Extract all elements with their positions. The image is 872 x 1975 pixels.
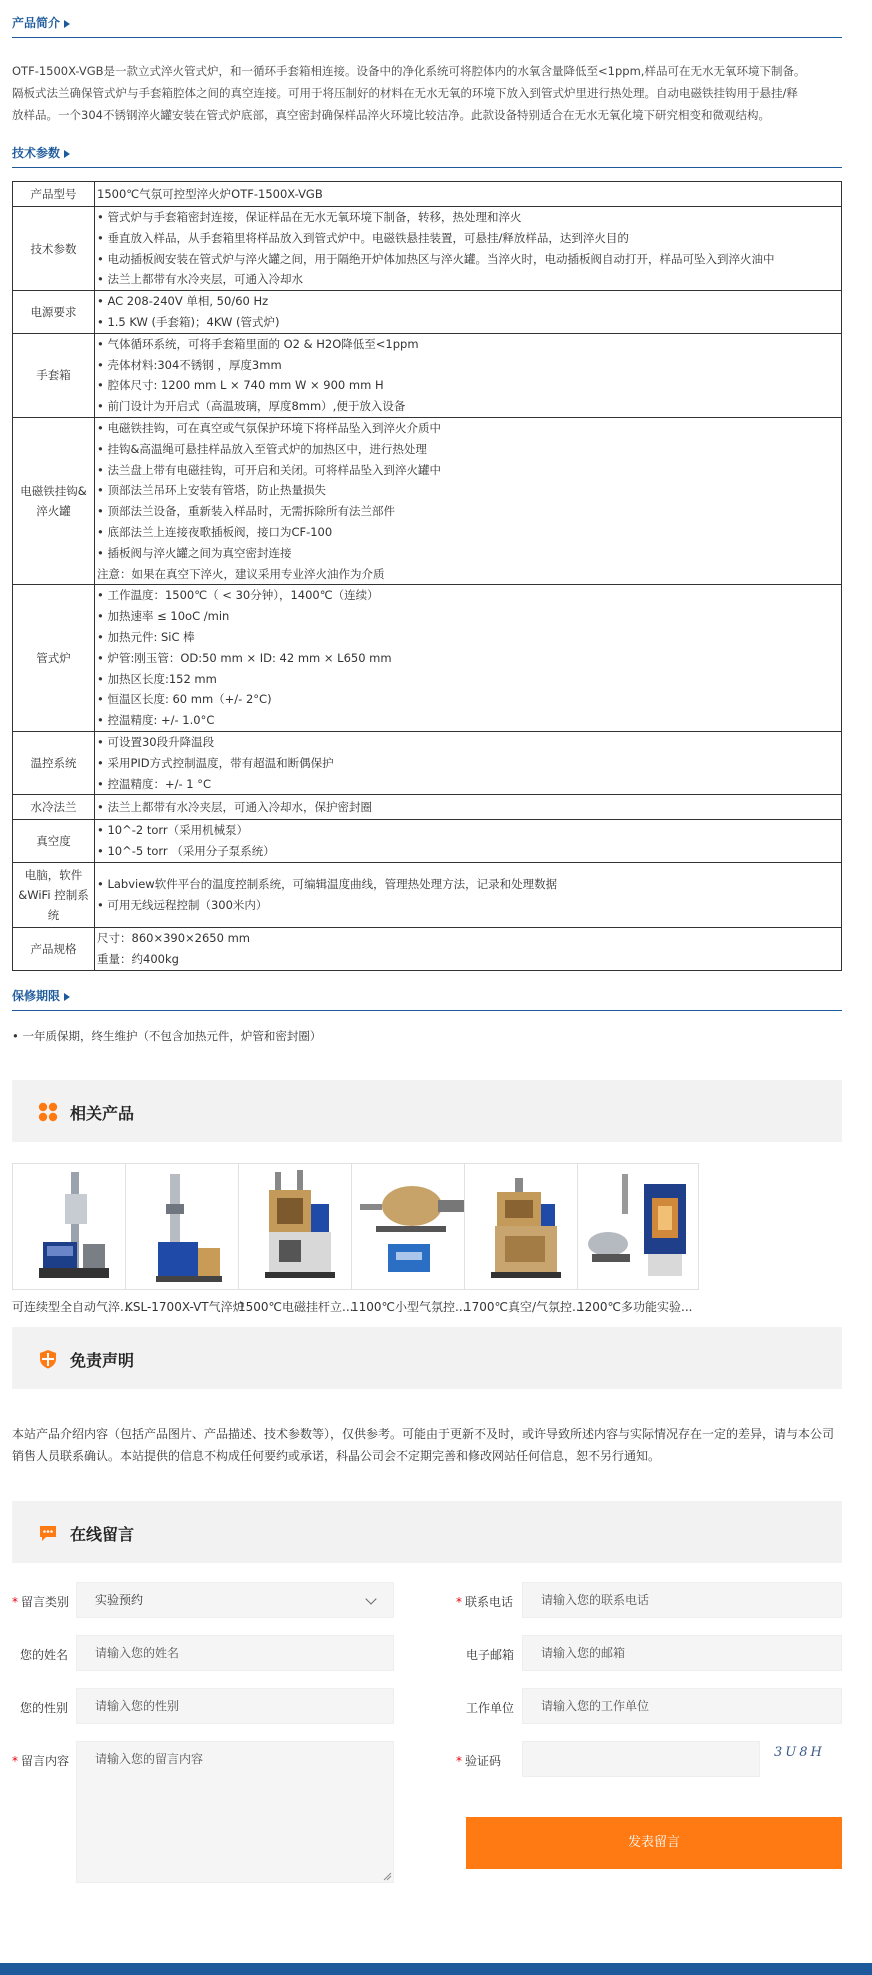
- intro-section-header: [12, 10, 842, 38]
- related-product-card[interactable]: [464, 1163, 588, 1315]
- spec-value: [95, 585, 842, 732]
- grid-icon: [38, 1102, 58, 1122]
- product-image[interactable]: [125, 1163, 247, 1290]
- spec-value-line: • 法兰盘上带有电磁挂钩，可开启和关闭。可将样品坠入到淬火罐中: [97, 460, 839, 481]
- captcha-image[interactable]: 3U8H: [774, 1745, 825, 1760]
- related-product-card[interactable]: [125, 1163, 249, 1315]
- chevron-down-icon: [365, 1593, 376, 1604]
- spec-value-line: 尺寸：860×390×2650 mm: [97, 930, 250, 945]
- message-header: [12, 1501, 842, 1563]
- related-product-card[interactable]: [577, 1163, 701, 1315]
- spec-value-line: • 加热区长度:152 mm: [97, 669, 839, 690]
- furnace-illustration: [352, 1164, 473, 1290]
- email-input[interactable]: 请输入您的邮箱: [522, 1635, 842, 1671]
- spec-value-line: • 工作温度：1500℃（ < 30分钟），1400℃（连续）: [97, 585, 839, 606]
- chat-bubble-icon: [38, 1523, 58, 1543]
- spec-value-line: • 底部法兰上连接夜歌插板阀，接口为CF-100: [97, 522, 839, 543]
- spec-row: [13, 291, 842, 334]
- spec-value-line: • 法兰上都带有水冷夹层，可通入冷却水: [97, 269, 839, 290]
- phone-input[interactable]: 请输入您的联系电话: [522, 1582, 842, 1618]
- message-content-textarea[interactable]: 请输入您的留言内容: [76, 1741, 394, 1883]
- captcha-input[interactable]: [522, 1741, 760, 1777]
- spec-value: [95, 862, 842, 927]
- spec-row: [13, 820, 842, 863]
- spec-row: [13, 182, 842, 207]
- spec-value: [95, 207, 842, 291]
- spec-key: 电磁铁挂钩&淬火罐: [13, 417, 95, 584]
- footer-bar: [0, 1963, 872, 1975]
- related-product-card[interactable]: [351, 1163, 475, 1315]
- spec-value: [95, 795, 842, 820]
- disclaimer-header: [12, 1327, 842, 1389]
- spec-value-line: 1500℃气氛可控型淬火炉OTF-1500X-VGB: [97, 186, 323, 201]
- spec-row: [13, 585, 842, 732]
- spec-value: [95, 731, 842, 794]
- type-label: * 留言类别: [12, 1595, 70, 1609]
- spec-key: 产品规格: [13, 927, 95, 970]
- triangle-right-icon: [64, 993, 70, 1001]
- spec-row: [13, 862, 842, 927]
- furnace-illustration: [239, 1164, 360, 1290]
- spec-section-header: [12, 140, 842, 168]
- spec-value-line: • 管式炉与手套箱密封连接，保证样品在无水无氧环境下制备，转移，热处理和淬火: [97, 207, 839, 228]
- spec-table: [12, 181, 842, 971]
- related-products-list: [12, 1163, 872, 1314]
- furnace-illustration: [578, 1164, 699, 1290]
- spec-value-line: • 炉管:刚玉管：OD:50 mm × ID: 42 mm × L650 mm: [97, 648, 839, 669]
- spec-key: 电源要求: [13, 291, 95, 334]
- spec-value-line: • 10^-5 torr （采用分子泵系统）: [97, 841, 839, 862]
- spec-value-line: • 加热速率 ≤ 10oC /min: [97, 606, 839, 627]
- spec-value-line: • 插板阀与淬火罐之间为真空密封连接: [97, 543, 839, 564]
- spec-key: 电脑，软件&WiFi 控制系统: [13, 862, 95, 927]
- gender-label: 您的性别: [20, 1701, 69, 1715]
- captcha-label: * 验证码: [456, 1754, 502, 1768]
- spec-section-title: 技术参数: [12, 146, 61, 160]
- related-product-card[interactable]: [238, 1163, 362, 1315]
- content-label: * 留言内容: [12, 1754, 70, 1768]
- warranty-section-header: [12, 983, 842, 1011]
- spec-value-line: • Labview软件平台的温度控制系统，可编辑温度曲线，管理热处理方法，记录和处理数据: [97, 874, 839, 895]
- spec-value: [95, 820, 842, 863]
- spec-value-line: 注意：如果在真空下淬火，建议采用专业淬火油作为介质: [97, 566, 385, 581]
- spec-value-line: 重量：约400kg: [97, 951, 179, 966]
- intro-line: OTF-1500X-VGB是一款立式淬火管式炉，和一循环手套箱相连接。设备中的净化系统可将腔体内的水氧含量降低至<1ppm,样品可在无水无氧环境下制备。: [12, 64, 806, 78]
- name-label: 您的姓名: [20, 1648, 69, 1662]
- spec-key: 产品型号: [13, 182, 95, 207]
- spec-value: [95, 291, 842, 334]
- product-image[interactable]: [238, 1163, 360, 1290]
- spec-value-line: • 电动插板阀安装在管式炉与淬火罐之间，用于隔绝开炉体加热区与淬火罐。当淬火时，电动插板阀自动打开，样品可坠入到淬火油中: [97, 249, 839, 270]
- spec-row: [13, 417, 842, 584]
- spec-value-line: • 壳体材料:304不锈钢 ，厚度3mm: [97, 355, 839, 376]
- spec-value-line: • 挂钩&高温绳可悬挂样品放入至管式炉的加热区中，进行热处理: [97, 439, 839, 460]
- spec-value-line: • 腔体尺寸: 1200 mm L × 740 mm W × 900 mm H: [97, 375, 839, 396]
- spec-value: [95, 333, 842, 417]
- required-mark: *: [456, 1754, 462, 1768]
- spec-key: 温控系统: [13, 731, 95, 794]
- product-image[interactable]: [464, 1163, 586, 1290]
- spec-value-line: • 电磁铁挂钩，可在真空或气氛保护环境下将样品坠入到淬火介质中: [97, 418, 839, 439]
- spec-value-line: • 法兰上都带有水冷夹层，可通入冷却水，保护密封圈: [97, 797, 839, 818]
- spec-value-line: • 前门设计为开启式（高温玻璃，厚度8mm）,便于放入设备: [97, 396, 839, 417]
- related-product-name[interactable]: 1200℃多功能实验...: [577, 1300, 693, 1314]
- shield-icon: [38, 1349, 58, 1369]
- spec-value: [95, 927, 842, 970]
- furnace-illustration: [13, 1164, 134, 1290]
- spec-key: 真空度: [13, 820, 95, 863]
- required-mark: *: [12, 1754, 18, 1768]
- resize-handle-icon[interactable]: [383, 1872, 392, 1881]
- triangle-right-icon: [64, 150, 70, 158]
- spec-value-line: • 气体循环系统，可将手套箱里面的 O2 & H2O降低至<1ppm: [97, 334, 839, 355]
- spec-key: 管式炉: [13, 585, 95, 732]
- spec-value-line: • 顶部法兰设备，重新装入样品时，无需拆除所有法兰部件: [97, 501, 839, 522]
- related-products-header: [12, 1080, 842, 1142]
- spec-value: [95, 417, 842, 584]
- disclaimer-text: 本站产品介绍内容（包括产品图片、产品描述、技术参数等），仅供参考。可能由于更新不及时，或许导致所述内容与实际情况存在一定的差异，请与本公司销售人员联系确认。本站提供的信息不构成任何要约或承诺，科晶公司会不定期完善和修改网站任何信息，恕不另行通知。: [12, 1427, 835, 1463]
- warranty-text: • 一年质保期，终生维护（不包含加热元件，炉管和密封圈）: [12, 1029, 322, 1043]
- spec-value-line: • 可用无线远程控制（300米内）: [97, 895, 839, 916]
- related-product-card[interactable]: [12, 1163, 136, 1315]
- related-product-name[interactable]: 1700℃真空/气氛控...: [464, 1300, 584, 1314]
- spec-value-line: • 10^-2 torr（采用机械泵）: [97, 820, 839, 841]
- required-mark: *: [12, 1595, 18, 1609]
- submit-message-button[interactable]: 发表留言: [466, 1817, 842, 1869]
- product-image[interactable]: [351, 1163, 473, 1290]
- spec-value-line: • 恒温区长度: 60 mm（+/- 2°C): [97, 689, 839, 710]
- spec-row: [13, 795, 842, 820]
- name-input[interactable]: 请输入您的姓名: [76, 1635, 394, 1671]
- product-image[interactable]: [577, 1163, 699, 1290]
- organization-input[interactable]: 请输入您的工作单位: [522, 1688, 842, 1724]
- email-label: 电子邮箱: [466, 1648, 515, 1662]
- spec-row: [13, 207, 842, 291]
- phone-label: * 联系电话: [456, 1595, 514, 1609]
- spec-value-line: • AC 208-240V 单相, 50/60 Hz: [97, 291, 839, 312]
- spec-value-line: • 顶部法兰吊环上安装有管塔，防止热量损失: [97, 480, 839, 501]
- related-product-name[interactable]: 1500℃电磁挂杆立...: [238, 1300, 354, 1314]
- disclaimer-title: 免责声明: [70, 1351, 135, 1370]
- required-mark: *: [456, 1595, 462, 1609]
- intro-line: 放样品。一个304不锈钢淬火罐安装在管式炉底部，真空密封确保样品淬火环境比较洁净。此款设备特别适合在无水无氧化境下研究相变和微观结构。: [12, 108, 770, 122]
- spec-value-line: • 加热元件: SiC 棒: [97, 627, 839, 648]
- triangle-right-icon: [64, 20, 70, 28]
- intro-section-title: 产品简介: [12, 16, 61, 30]
- spec-value-line: • 控温精度: +/- 1.0°C: [97, 710, 839, 731]
- furnace-illustration: [126, 1164, 247, 1290]
- spec-value-line: • 垂直放入样品，从手套箱里将样品放入到管式炉中。电磁铁悬挂装置，可悬挂/释放样品，达到淬火目的: [97, 228, 839, 249]
- spec-key: 水冷法兰: [13, 795, 95, 820]
- spec-value-line: • 可设置30段升降温段: [97, 732, 839, 753]
- spec-row: [13, 333, 842, 417]
- related-product-name[interactable]: 可连续型全自动气淬...: [12, 1300, 132, 1314]
- furnace-illustration: [465, 1164, 586, 1290]
- related-products-title: 相关产品: [70, 1104, 135, 1123]
- spec-row: [13, 731, 842, 794]
- spec-value-line: • 采用PID方式控制温度，带有超温和断偶保护: [97, 753, 839, 774]
- message-title: 在线留言: [70, 1525, 135, 1544]
- related-product-name[interactable]: 1100℃小型气氛控...: [351, 1300, 467, 1314]
- spec-value-line: • 控温精度：+/- 1 °C: [97, 774, 839, 795]
- product-image[interactable]: [12, 1163, 134, 1290]
- message-type-select[interactable]: 实验预约: [76, 1582, 394, 1618]
- intro-line: 隔板式法兰确保管式炉与手套箱腔体之间的真空连接。可用于将压制好的材料在无水无氧的环境下放入到管式炉里进行热处理。自动电磁铁挂钩用于悬挂/释: [12, 86, 798, 100]
- spec-value-line: • 1.5 KW (手套箱)；4KW (管式炉): [97, 312, 839, 333]
- spec-key: 技术参数: [13, 207, 95, 291]
- warranty-section-title: 保修期限: [12, 989, 61, 1003]
- product-intro: [12, 60, 842, 126]
- spec-value: [95, 182, 842, 207]
- organization-label: 工作单位: [466, 1701, 515, 1715]
- spec-row: [13, 927, 842, 970]
- related-product-name[interactable]: KSL-1700X-VT气淬炉: [125, 1300, 245, 1314]
- gender-input[interactable]: 请输入您的性别: [76, 1688, 394, 1724]
- spec-key: 手套箱: [13, 333, 95, 417]
